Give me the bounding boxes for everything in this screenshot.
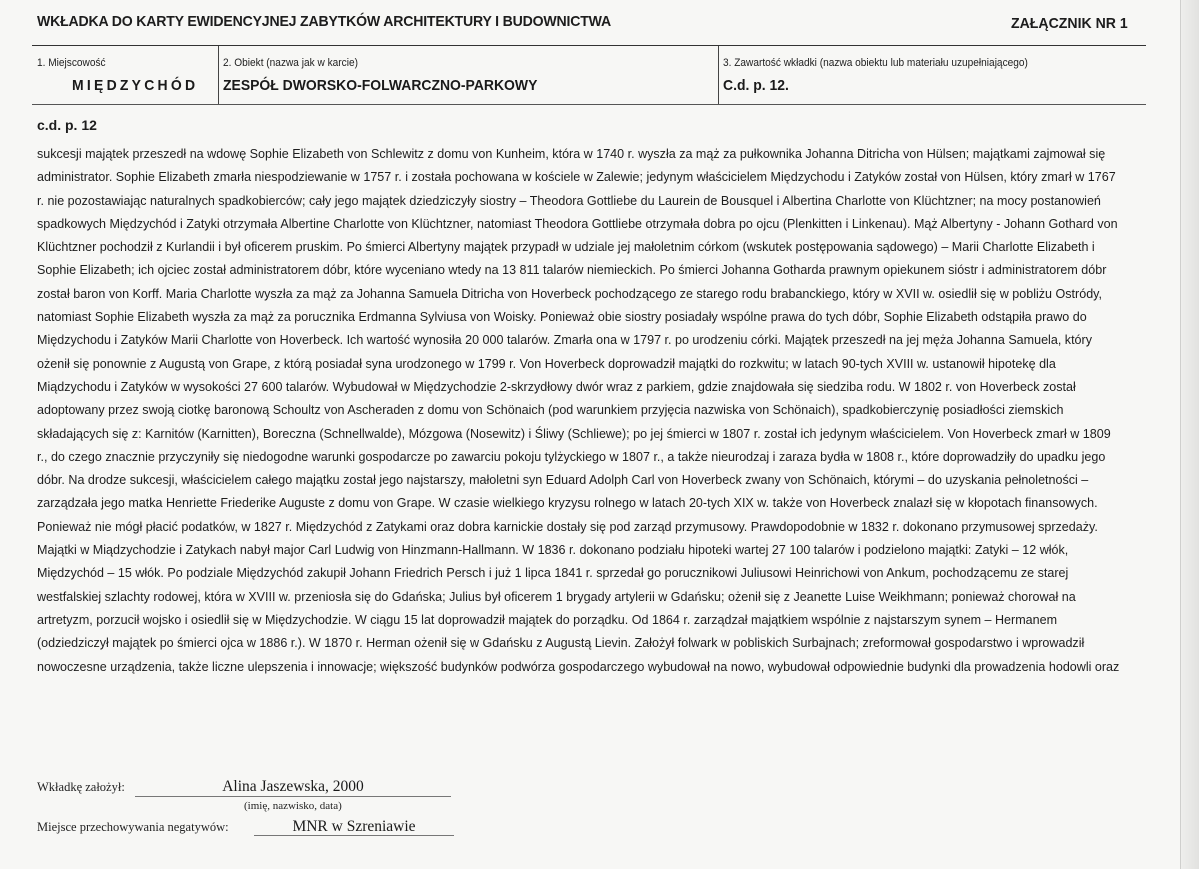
storage-label: Miejsce przechowywania negatywów:	[37, 820, 229, 834]
text-line: artretyzm, porzucił wojsko i osiedlił się w Międzychodzie. W ciągu 15 lat doprowadził majątek do porządku. Od 1864 r. zarządzał majątkiem wspólnie z najstarszym synem – Hermanem	[37, 611, 1058, 627]
attachment-number: ZAŁĄCZNIK NR 1	[1011, 15, 1128, 32]
text-line: ożenił się ponownie z Augustą von Grape, z którą posiadał syna urodzonego w 1799 r. Von Hoverbeck doprowadził majątki do rozkwitu; w latach 90-tych XVIII w. ustanowił hipotekę dla	[37, 355, 1056, 371]
text-line: administrator. Sophie Elizabeth zmarła niespodziewanie w 1757 r. i została pochowana w kościele w Zalewie; jedynym właścicielem Międzychodu i Zatyków został von Hülsen, który zmarł w 1767	[37, 169, 1116, 185]
text-line: r. nie pozostawiając naturalnych spadkobierców; cały jego majątek dziedziczyły siostry – Theodora Gottliebe du Laurein de Bousquel i Albertina Charlotte von Klüchtzner; na mocy postanowień	[37, 192, 1101, 208]
author-rule	[135, 796, 451, 797]
history-text	[37, 142, 1157, 678]
document-title: WKŁADKA DO KARTY EWIDENCYJNEJ ZABYTKÓW ARCHITEKTURY I BUDOWNICTWA	[37, 13, 611, 30]
object-label: 2. Obiekt (nazwa jak w karcie)	[223, 57, 358, 69]
author-label: Wkładkę założył:	[37, 780, 125, 794]
storage-rule	[254, 835, 454, 836]
text-line: spadkowych Międzychód i Zatyki otrzymała Albertine Charlotte von Klüchtzner, natomiast Theodora Gottliebe otrzymała dobra po ojcu (Plenkitten i Linkenau). Mąż Albertyny - Johann Gothard von	[37, 215, 1118, 231]
text-line: Międzychód – 15 włók. Po podziale Międzychód zakupił Johann Friedrich Persch i już 1 lipca 1841 r. sprzedał go porucznikowi Juliusowi Heinrichowi von Ankum, pochodzącemu ze starej	[37, 565, 1069, 581]
text-line: zarządzała jego matka Henriette Friederike Auguste z domu von Grape. W czasie wielkiego kryzysu rolnego w latach 20-tych XIX w. także von Hoverbeck znalazł się w kłopotach finansowych.	[37, 495, 1098, 511]
locality-label: 1. Miejscowość	[37, 57, 106, 69]
text-line: adoptowany przez swoją ciotkę baronową Schoultz von Ascheraden z domu von Schönaich (pod warunkiem przyjęcia nazwiska von Schönaich), spadkobierczynię posiadłości ziemskich	[37, 402, 1064, 418]
storage-value: MNR w Szreniawie	[292, 818, 416, 835]
insert-content-label: 3. Zawartość wkładki (nazwa obiektu lub materiału uzupełniającego)	[723, 57, 1028, 69]
object-value: ZESPÓŁ DWORSKO-FOLWARCZNO-PARKOWY	[223, 77, 538, 94]
text-line: Sophie Elizabeth; ich ojciec został administratorem dóbr, które wyceniano wtedy na 13 811 talarów niemieckich. Po śmierci Johanna Gotharda prawnym opiekunem sióstr i administratorem dóbr	[37, 262, 1107, 278]
insert-content-value: C.d. p. 12.	[723, 77, 789, 94]
text-line: r., do czego znacznie przyczyniły się niedogodne warunki gospodarcze po zawarciu pokoju tylżyckiego w 1807 r., a także nieurodzaj i zaraza bydła w 1808 r., które doprowadziły do upadku jego	[37, 448, 1106, 464]
cell-divider	[718, 46, 719, 104]
author-hint: (imię, nazwisko, data)	[244, 800, 342, 812]
text-line: składających się z: Karnitów (Karnitten), Boreczna (Schnellwalde), Mózgowa (Nosewitz) i Śliwy (Schliewe); po jej śmierci w 1807 r. został ich jedynym właścicielem. Von Hoverbeck zmarł w 1809	[37, 425, 1111, 441]
text-line: sukcesji majątek przeszedł na wdowę Sophie Elizabeth von Schlewitz z domu von Kunheim, która w 1740 r. wyszła za mąż za pułkownika Johanna Ditricha von Hülsen; majątkami zajmował się	[37, 146, 1106, 161]
author-value: Alina Jaszewska, 2000	[222, 778, 364, 795]
continuation-heading: c.d. p. 12	[37, 117, 97, 133]
text-line: Majątki w Miądzychodzie i Zatykach nabył major Carl Ludwig von Hinzmann-Hallmann. W 1836 r. dokonano podziału hipoteki wartej 27 100 talarów i podzielono majątki: Zatyki – 12 włók,	[37, 542, 1069, 558]
text-line: Międzychodu i Zatyków Marii Charlotte von Hoverbeck. Ich wartość wynosiła 20 000 talarów. Zmarła ona w 1797 r. po urodzeniu córki. Majątek przeszedł na jej męża Johanna Samuela, który	[37, 332, 1092, 348]
cell-divider	[218, 46, 219, 104]
text-line: Klüchtzner pochodził z Kurlandii i był oficerem pruskim. Po śmierci Albertyny majątek przypadł w udziale jej małoletnim córkom (wskutek postępowania sądowego) – Marii Charlotte Elizabeth i	[37, 239, 1095, 255]
scan-edge	[1180, 0, 1199, 869]
text-line: (odziedziczył majątek po śmierci ojca w 1886 r.). W 1870 r. Herman ożenił się w Gdańsku z Augustą Lievin. Założył folwark w pobliskich Surbajnach; zreformował gospodarstwo i wprowadził	[37, 635, 1085, 651]
text-line: nowoczesne urządzenia, także liczne ulepszenia i innowacje; większość budynków podwórza gospodarczego wybudował na nowo, wybudował odpowiednie budynki dla prowadzenia hodowli oraz	[37, 658, 1120, 674]
locality-value: MIĘDZYCHÓD	[72, 77, 199, 94]
header-rule	[32, 45, 1146, 46]
text-line: Ponieważ nie mógł płacić podatków, w 1827 r. Międzychód z Zatykami oraz dobra karnickie dostały się pod zarząd przymusowy. Prawdopodobnie w 1832 r. dokonano przymusowej sprzedaży.	[37, 518, 1098, 534]
field-row-rule	[32, 104, 1146, 105]
text-line: natomiast Sophie Elizabeth wyszła za mąż za porucznika Erdmanna Sylviusa von Woisky. Ponieważ obie siostry posiadały wspólne prawa do tych dóbr, Sophie Elizabeth odstąpiła prawo do	[37, 309, 1087, 325]
text-line: westfalskiej szlachty rodowej, która w XVIII w. przeniosła się do Gdańska; Julius był oficerem 1 brygady artylerii w Gdańsku; ożenił się z Jeanette Luise Weikhmann; ponieważ chorował na	[37, 588, 1076, 604]
text-line: Miądzychodu i Zatyków w wysokości 27 600 talarów. Wybudował w Międzychodzie 2-skrzydłowy dwór wraz z parkiem, gdzie znajdowała się siedziba rodu. W 1802 r. von Hoverbeck został	[37, 378, 1076, 394]
text-line: został baron von Korff. Maria Charlotte wyszła za mąż za Johanna Samuela Ditricha von Hoverbeck pochodzącego ze starego rodu brabanckiego, który w XVII w. osiedlił się w pobliżu Ostródy,	[37, 285, 1102, 301]
text-line: dóbr. Na drodze sukcesji, właścicielem całego majątku został jego najstarszy, małoletni syn Eduard Adolph Carl von Hoverbeck zwany von Schönaich, którymi – do uzyskania pełnoletności –	[37, 472, 1089, 488]
